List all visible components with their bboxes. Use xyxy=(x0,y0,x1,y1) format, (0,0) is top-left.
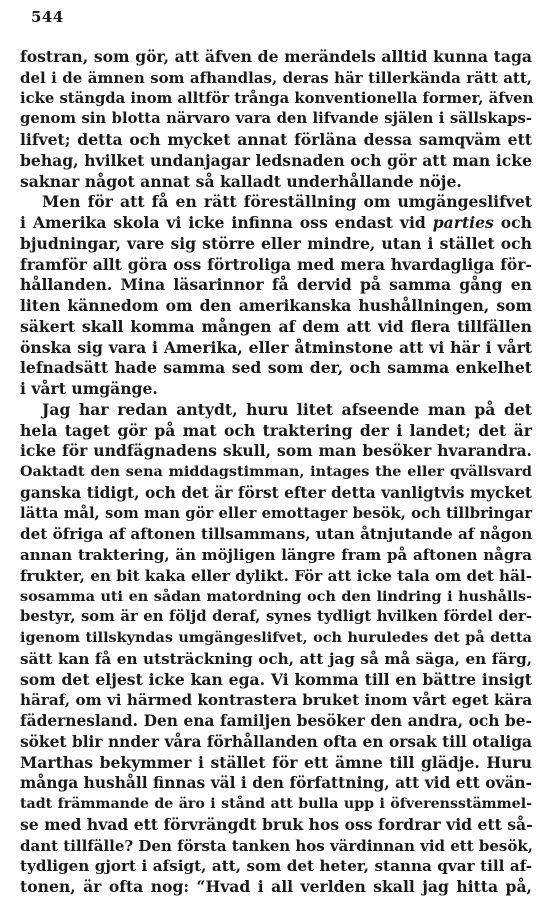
text-line: se med hvad ett förvrängdt bruk hos oss fordrar vid ett så- xyxy=(20,814,533,834)
text-line: Oaktadt den sena middagstimman, intages the eller qvällsvard xyxy=(20,463,532,480)
text-line: i vårt umgänge. xyxy=(20,379,158,398)
text-line: sosamma uti en sådan matordning och den lindring i hushålls- xyxy=(20,587,532,605)
text-line: lätta mål, som man gör eller emottager besök, och tillbringar xyxy=(20,504,532,522)
text-line: bjudningar, vare sig större eller mindre, utan i stället och xyxy=(20,233,532,253)
text-line: bestyr, som är en följd deraf, synes tydligt hvilken fördel der- xyxy=(20,608,532,626)
text-line: del i de ämnen som afhandlas, deras här tillerkända rätt att, xyxy=(20,68,532,87)
text-line: lefnadsätt hade samma sed som der, och samma enkelhet xyxy=(20,358,532,378)
text-line: Men för att få en rätt föreställning om umgängeslifvet xyxy=(42,192,532,212)
text-line: många hushåll finnas väl i den författning, att vid ett ovän- xyxy=(20,774,532,793)
page-number: 544 xyxy=(31,8,64,26)
text-line: söket blir nnder våra förhållanden ofta en orsak till otaliga xyxy=(20,732,532,751)
text-line: igenom tillskyndas umgängeslifvet, och huruledes det på detta xyxy=(20,629,532,646)
text-line: fostran, som gör, att äfven de merändels alltid kunna taga xyxy=(20,47,532,66)
text-line: framför allt göra oss förtroliga med mera hvardagliga för- xyxy=(20,254,532,274)
text-line: dant tillfälle? Den första tanken hos värdinnan vid ett besök, xyxy=(20,836,533,855)
text-line: önska sig vara i Amerika, eller åtminstone att vi här i vårt xyxy=(20,337,532,357)
text-segment: och xyxy=(493,213,532,232)
text-line: sätt kan få en utsträckning och, att jag så må säga, en färg, xyxy=(20,649,532,668)
body-text xyxy=(20,47,532,898)
text-line: det öfriga af aftonen tillsammans, utan åtnjutande af någon xyxy=(20,525,533,544)
text-line: häraf, om vi härmed kontrastera bruket inom vårt eget kära xyxy=(20,691,533,710)
text-line: behag, hvilket undanjagar ledsnaden och gör att man icke xyxy=(20,150,532,170)
text-line: säkert skall komma mången af dem att vid flera tillfällen xyxy=(20,316,532,336)
text-line: annan traktering, än möjligen längre fram på aftonen några xyxy=(20,546,532,564)
text-line xyxy=(20,213,532,234)
text-segment: i Amerika skola vi icke infinna oss endast vid xyxy=(20,213,433,232)
text-line: lifvet; detta och mycket annat förläna dessa samqväm ett xyxy=(20,130,532,149)
text-line: hållanden. Mina läsarinnor få dervid på samma gång en xyxy=(20,275,532,295)
text-line: frukter, en bit kaka eller dylikt. För att icke tala om det häl- xyxy=(20,566,532,585)
text-line: Jag har redan antydt, huru litet afseende man på det xyxy=(42,399,532,419)
text-line: icke stängda inom alltför trånga konventionella former, äfven xyxy=(20,89,534,107)
text-line: tadt främmande de äro i stånd att bulla upp i öfverensstämmel- xyxy=(20,796,532,812)
text-line: som det eljest icke kan ega. Vi komma till en bättre insigt xyxy=(20,669,532,689)
text-line: liten kännedom om den amerikanska hushållningen, som xyxy=(20,296,532,315)
text-line: Marthas bekymmer i stället för ett ämne till glädje. Huru xyxy=(20,752,532,772)
italic-word: parties xyxy=(432,213,494,232)
text-line: tonen, är ofta nog: “Hvad i all verlden skall jag hitta på, xyxy=(20,877,532,896)
text-line: hela taget gör på mat och traktering der i landet; det är xyxy=(20,420,532,440)
text-line: tydligen gjort i afsigt, att, som det heter, stanna qvar till af- xyxy=(20,857,532,876)
text-line: genom sin blotta närvaro vara den lifvande själen i sällskaps- xyxy=(20,110,532,128)
text-line: fädernesland. Den ena familjen besöker den andra, och be- xyxy=(20,712,532,730)
text-line: saknar något annat så kalladt underhållande nöje. xyxy=(20,171,462,191)
text-line: icke för undfägnadens skull, som man besöker hvarandra. xyxy=(20,441,532,461)
text-line: ganska tidigt, och det är först efter detta vanligtvis mycket xyxy=(20,483,532,502)
